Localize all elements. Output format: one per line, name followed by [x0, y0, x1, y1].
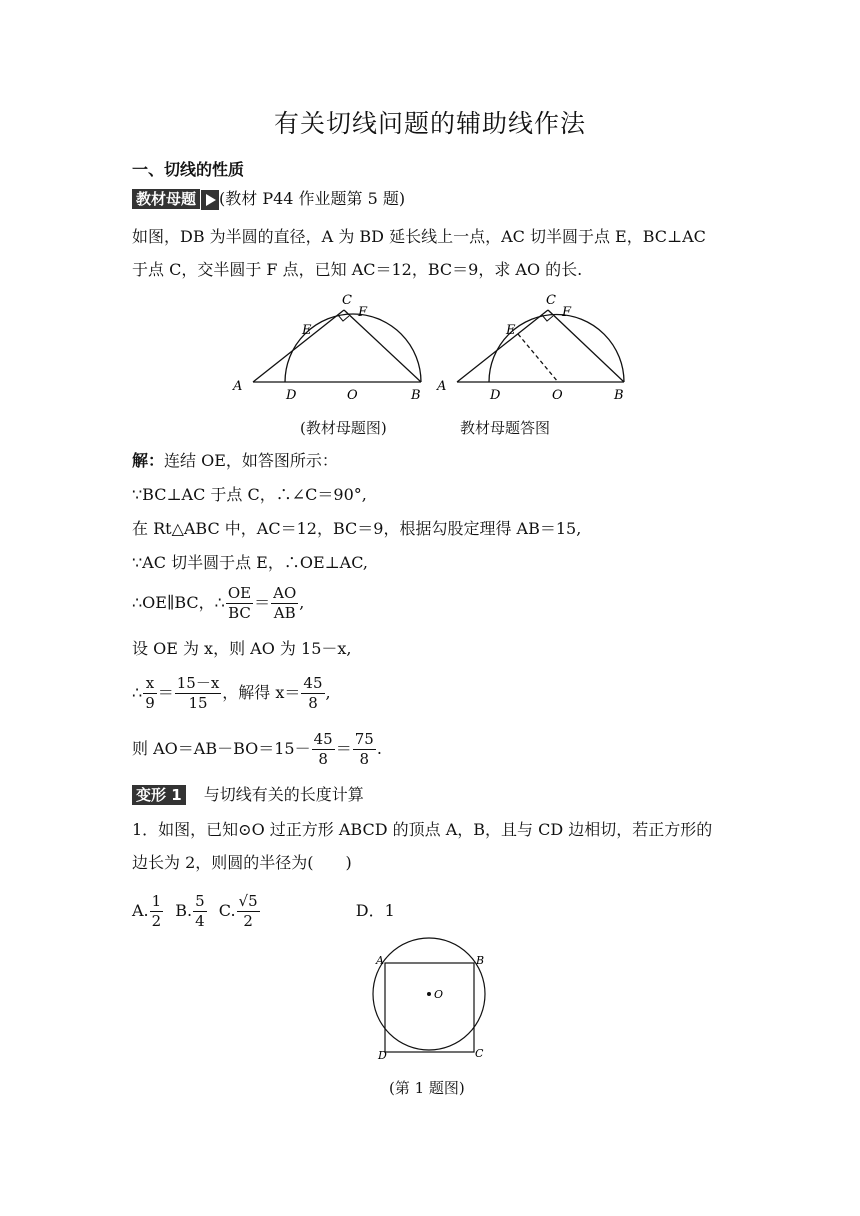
- variant-badge-label: 变形: [136, 786, 167, 804]
- equals-sign: ＝: [157, 683, 174, 702]
- solution-line-1: [132, 450, 338, 472]
- option-b-label: B.: [175, 901, 193, 920]
- figure-caption-right: 教材母题答图: [460, 419, 551, 437]
- textbook-figure-left: [232, 293, 421, 403]
- fig2-label-o: O: [552, 388, 563, 403]
- solution-7-post: ,: [325, 683, 331, 702]
- section-heading: 一、切线的性质: [132, 160, 245, 179]
- problem-text-line-2: 于点 C，交半圆于 F 点，已知 AC＝12，BC＝9，求 AO 的长.: [132, 260, 583, 279]
- solution-7-pre: ∴: [132, 683, 143, 702]
- fraction-numerator: AO: [273, 584, 297, 602]
- play-arrow-icon: [201, 190, 219, 210]
- fraction-15mx-15: [175, 674, 222, 713]
- fig2-label-e: E: [506, 323, 516, 338]
- solution-5-post: ,: [299, 593, 305, 612]
- option-c-label: C.: [218, 901, 236, 920]
- option-a-label: A.: [132, 901, 149, 920]
- fig3-label-d: D: [378, 1049, 387, 1062]
- fig1-label-c: C: [342, 293, 352, 308]
- fraction-denominator: 2: [151, 912, 162, 930]
- fraction-numerator: 45: [303, 674, 323, 692]
- question-1-options: [132, 892, 395, 931]
- fraction-numerator: 45: [313, 730, 333, 748]
- fraction-denominator: 15: [188, 694, 208, 712]
- option-a-fraction: [150, 892, 164, 931]
- fraction-numerator: √5: [238, 892, 258, 910]
- fraction-numerator: 5: [195, 892, 205, 910]
- fig1-label-f: F: [358, 305, 368, 320]
- question-1-line-2: 边长为 2，则圆的半径为( ): [132, 853, 352, 872]
- fraction-denominator: 8: [308, 694, 318, 712]
- fig3-label-o: O: [434, 988, 444, 1001]
- circle-square-figure: [366, 936, 496, 1064]
- option-c-fraction: [237, 892, 260, 931]
- fraction-denominator: 2: [243, 912, 253, 930]
- fraction-denominator: BC: [228, 604, 251, 622]
- equals-sign: ＝: [335, 739, 352, 758]
- fig1-label-a: A: [233, 379, 243, 394]
- solution-line-8: [132, 730, 382, 769]
- fraction-ao-ab: [271, 584, 298, 623]
- fraction-numerator: x: [143, 674, 157, 694]
- solution-label: 解：: [132, 451, 165, 470]
- option-b: [175, 892, 207, 930]
- option-c: [218, 892, 261, 930]
- equals-sign: ＝: [254, 593, 271, 612]
- solution-line-2: ∵BC⊥AC 于点 C，∴∠C＝90°,: [132, 485, 367, 504]
- fraction-numerator: 1: [151, 892, 162, 910]
- fig1-label-b: B: [411, 388, 421, 403]
- solution-7-mid: ，解得 x＝: [222, 683, 301, 702]
- fraction-denominator: 9: [145, 694, 155, 712]
- option-a: [132, 892, 164, 930]
- fraction-75-8: [353, 730, 376, 769]
- option-b-fraction: [193, 892, 207, 931]
- figure-caption-question-1: (第 1 题图): [389, 1079, 465, 1097]
- fig2-label-b: B: [614, 388, 624, 403]
- fig1-label-d: D: [286, 388, 297, 403]
- fig1-label-o: O: [347, 388, 358, 403]
- mother-problem-badge: 教材母题: [132, 189, 200, 209]
- page-title: 有关切线问题的辅助线作法: [273, 109, 586, 138]
- fig2-label-d: D: [490, 388, 501, 403]
- solution-line-5: [132, 584, 304, 623]
- fraction-denominator: AB: [273, 604, 296, 622]
- figure-caption-left: (教材母题图): [300, 419, 387, 437]
- fraction-numerator: 15－x: [176, 674, 220, 692]
- fraction-45-8: [301, 674, 324, 713]
- mother-problem-header: [132, 188, 405, 210]
- solution-line-3: 在 Rt△ABC 中，AC＝12，BC＝9，根据勾股定理得 AB＝15,: [132, 519, 582, 538]
- fig2-label-a: A: [437, 379, 447, 394]
- solution-line-4: ∵AC 切半圆于点 E，∴OE⊥AC,: [132, 553, 368, 572]
- variant-badge: [132, 785, 186, 805]
- fraction-45-8: [312, 730, 335, 769]
- option-d: D．1: [355, 901, 395, 920]
- variant-title: 与切线有关的长度计算: [203, 785, 364, 804]
- variant-badge-number: 1: [171, 786, 182, 804]
- fraction-denominator: 4: [195, 912, 205, 930]
- fraction-oe-bc: [226, 584, 253, 623]
- question-1-line-1: 1．如图，已知⊙O 过正方形 ABCD 的顶点 A，B，且与 CD 边相切，若正方形的: [132, 820, 713, 839]
- fraction-denominator: 8: [359, 750, 370, 768]
- textbook-figures: [225, 290, 645, 405]
- solution-5-pre: ∴OE∥BC，∴: [132, 593, 225, 612]
- fig1-label-e: E: [302, 323, 312, 338]
- fig3-label-b: B: [476, 954, 485, 967]
- fraction-denominator: 8: [318, 750, 328, 768]
- fig3-label-c: C: [475, 1047, 484, 1060]
- fig2-label-f: F: [562, 305, 572, 320]
- variant-header: [132, 784, 364, 806]
- solution-line-7: [132, 674, 331, 713]
- solution-text-1: 连结 OE，如答图所示：: [164, 451, 338, 470]
- solution-line-6: 设 OE 为 x，则 AO 为 15－x,: [132, 639, 352, 658]
- textbook-figure-right: [436, 293, 624, 403]
- mother-problem-source: (教材 P44 作业题第 5 题): [219, 189, 406, 208]
- fig3-label-a: A: [376, 954, 384, 967]
- fraction-numerator: OE: [227, 584, 252, 602]
- solution-8-post: .: [376, 739, 382, 758]
- solution-8-pre: 则 AO＝AB－BO＝15－: [132, 739, 311, 758]
- fraction-numerator: 75: [354, 730, 374, 748]
- problem-text-line-1: 如图，DB 为半圆的直径，A 为 BD 延长线上一点，AC 切半圆于点 E，BC⊥AC: [132, 227, 706, 246]
- fig2-label-c: C: [546, 293, 556, 308]
- fraction-x-9: [143, 674, 157, 713]
